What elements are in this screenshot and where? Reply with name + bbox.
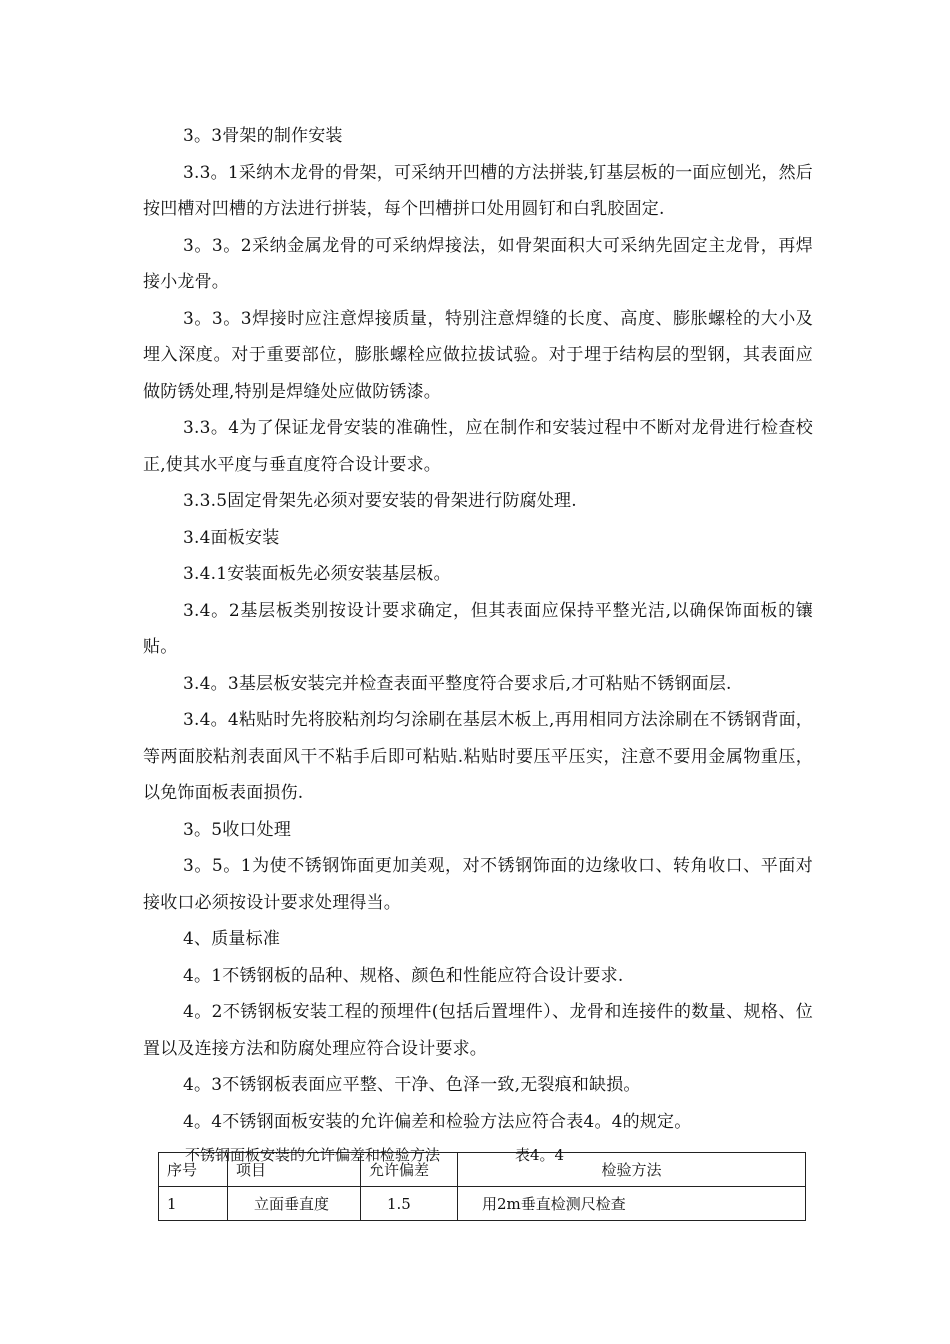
- table-row: [159, 1187, 806, 1221]
- paragraph-3-3-2: 3。3。2采纳金属龙骨的可采纳焊接法，如骨架面积大可采纳先固定主龙骨，再焊接小龙骨。: [143, 235, 813, 292]
- cell-item: 立面垂直度: [228, 1187, 361, 1221]
- heading-3-4: 3.4面板安装: [183, 527, 280, 548]
- heading-3-3: 3。3骨架的制作安装: [183, 126, 343, 146]
- paragraph-3-3-5: 3.3.5固定骨架先必须对要安装的骨架进行防腐处理.: [183, 491, 577, 511]
- cell-serial: 1: [159, 1187, 228, 1221]
- table-header-row: [159, 1153, 806, 1187]
- header-serial: 序号: [159, 1153, 228, 1187]
- paragraph-3-4-1: 3.4.1安装面板先必须安装基层板。: [183, 564, 451, 584]
- paragraph-4-1: 4。1不锈钢板的品种、规格、颜色和性能应符合设计要求.: [183, 965, 624, 986]
- paragraph-3-3-4: 3.3。4为了保证龙骨安装的准确性，应在制作和安装过程中不断对龙骨进行检查校正,使其水平度与垂直度符合设计要求。: [143, 418, 813, 475]
- heading-4: 4、质量标准: [183, 929, 281, 949]
- table-caption-number: 表4。4: [515, 1146, 565, 1164]
- paragraph-4-2: 4。2不锈钢板安装工程的预埋件(包括后置埋件）、龙骨和连接件的数量、规格、位置以及连接方法和防腐处理应符合设计要求。: [143, 1002, 813, 1059]
- paragraph-3-3-3: 3。3。3焊接时应注意焊接质量，特别注意焊缝的长度、高度、膨胀螺栓的大小及埋入深度。对于重要部位，膨胀螺栓应做拉拔试验。对于埋于结构层的型钢，其表面应做防锈处理,特别是焊缝处应做防锈漆。: [143, 308, 813, 402]
- paragraph-4-4: 4。4不锈钢面板安装的允许偏差和检验方法应符合表4。4的规定。: [183, 1111, 692, 1132]
- header-item: 项目: [228, 1153, 361, 1187]
- paragraph-3-3-1: 3.3。1采纳木龙骨的骨架，可采纳开凹槽的方法拼装,钉基层板的一面应刨光，然后按凹槽对凹槽的方法进行拼装，每个凹槽拼口处用圆钉和白乳胶固定.: [143, 162, 813, 219]
- cell-tolerance: 1.5: [361, 1187, 458, 1221]
- paragraph-3-4-3: 3.4。3基层板安装完并检查表面平整度符合要求后,才可粘贴不锈钢面层.: [183, 673, 732, 694]
- cell-method: 用2m垂直检测尺检查: [458, 1187, 806, 1221]
- paragraph-3-4-2: 3.4。2基层板类别按设计要求确定，但其表面应保持平整光洁,以确保饰面板的镶贴。: [143, 600, 813, 657]
- heading-3-5: 3。5收口处理: [183, 819, 292, 840]
- paragraph-3-4-4: 3.4。4粘贴时先将胶粘剂均匀涂刷在基层木板上,再用相同方法涂刷在不锈钢背面，等两面胶粘剂表面风干不粘手后即可粘贴.粘贴时要压平压实，注意不要用金属物重压，以免饰面板表面损伤.: [143, 710, 813, 803]
- table-caption-title: 不锈钢面板安装的允许偏差和检验方法: [185, 1146, 441, 1164]
- paragraph-3-5-1: 3。5。1为使不锈钢饰面更加美观，对不锈钢饰面的边缘收口、转角收口、平面对接收口必须按设计要求处理得当。: [143, 856, 813, 913]
- paragraph-4-3: 4。3不锈钢板表面应平整、干净、色泽一致,无裂痕和缺损。: [183, 1075, 641, 1095]
- header-tolerance: 允许偏差: [361, 1153, 458, 1187]
- header-method: 检验方法: [458, 1153, 806, 1187]
- document-body: [143, 118, 813, 1174]
- tolerance-table: [158, 1152, 806, 1221]
